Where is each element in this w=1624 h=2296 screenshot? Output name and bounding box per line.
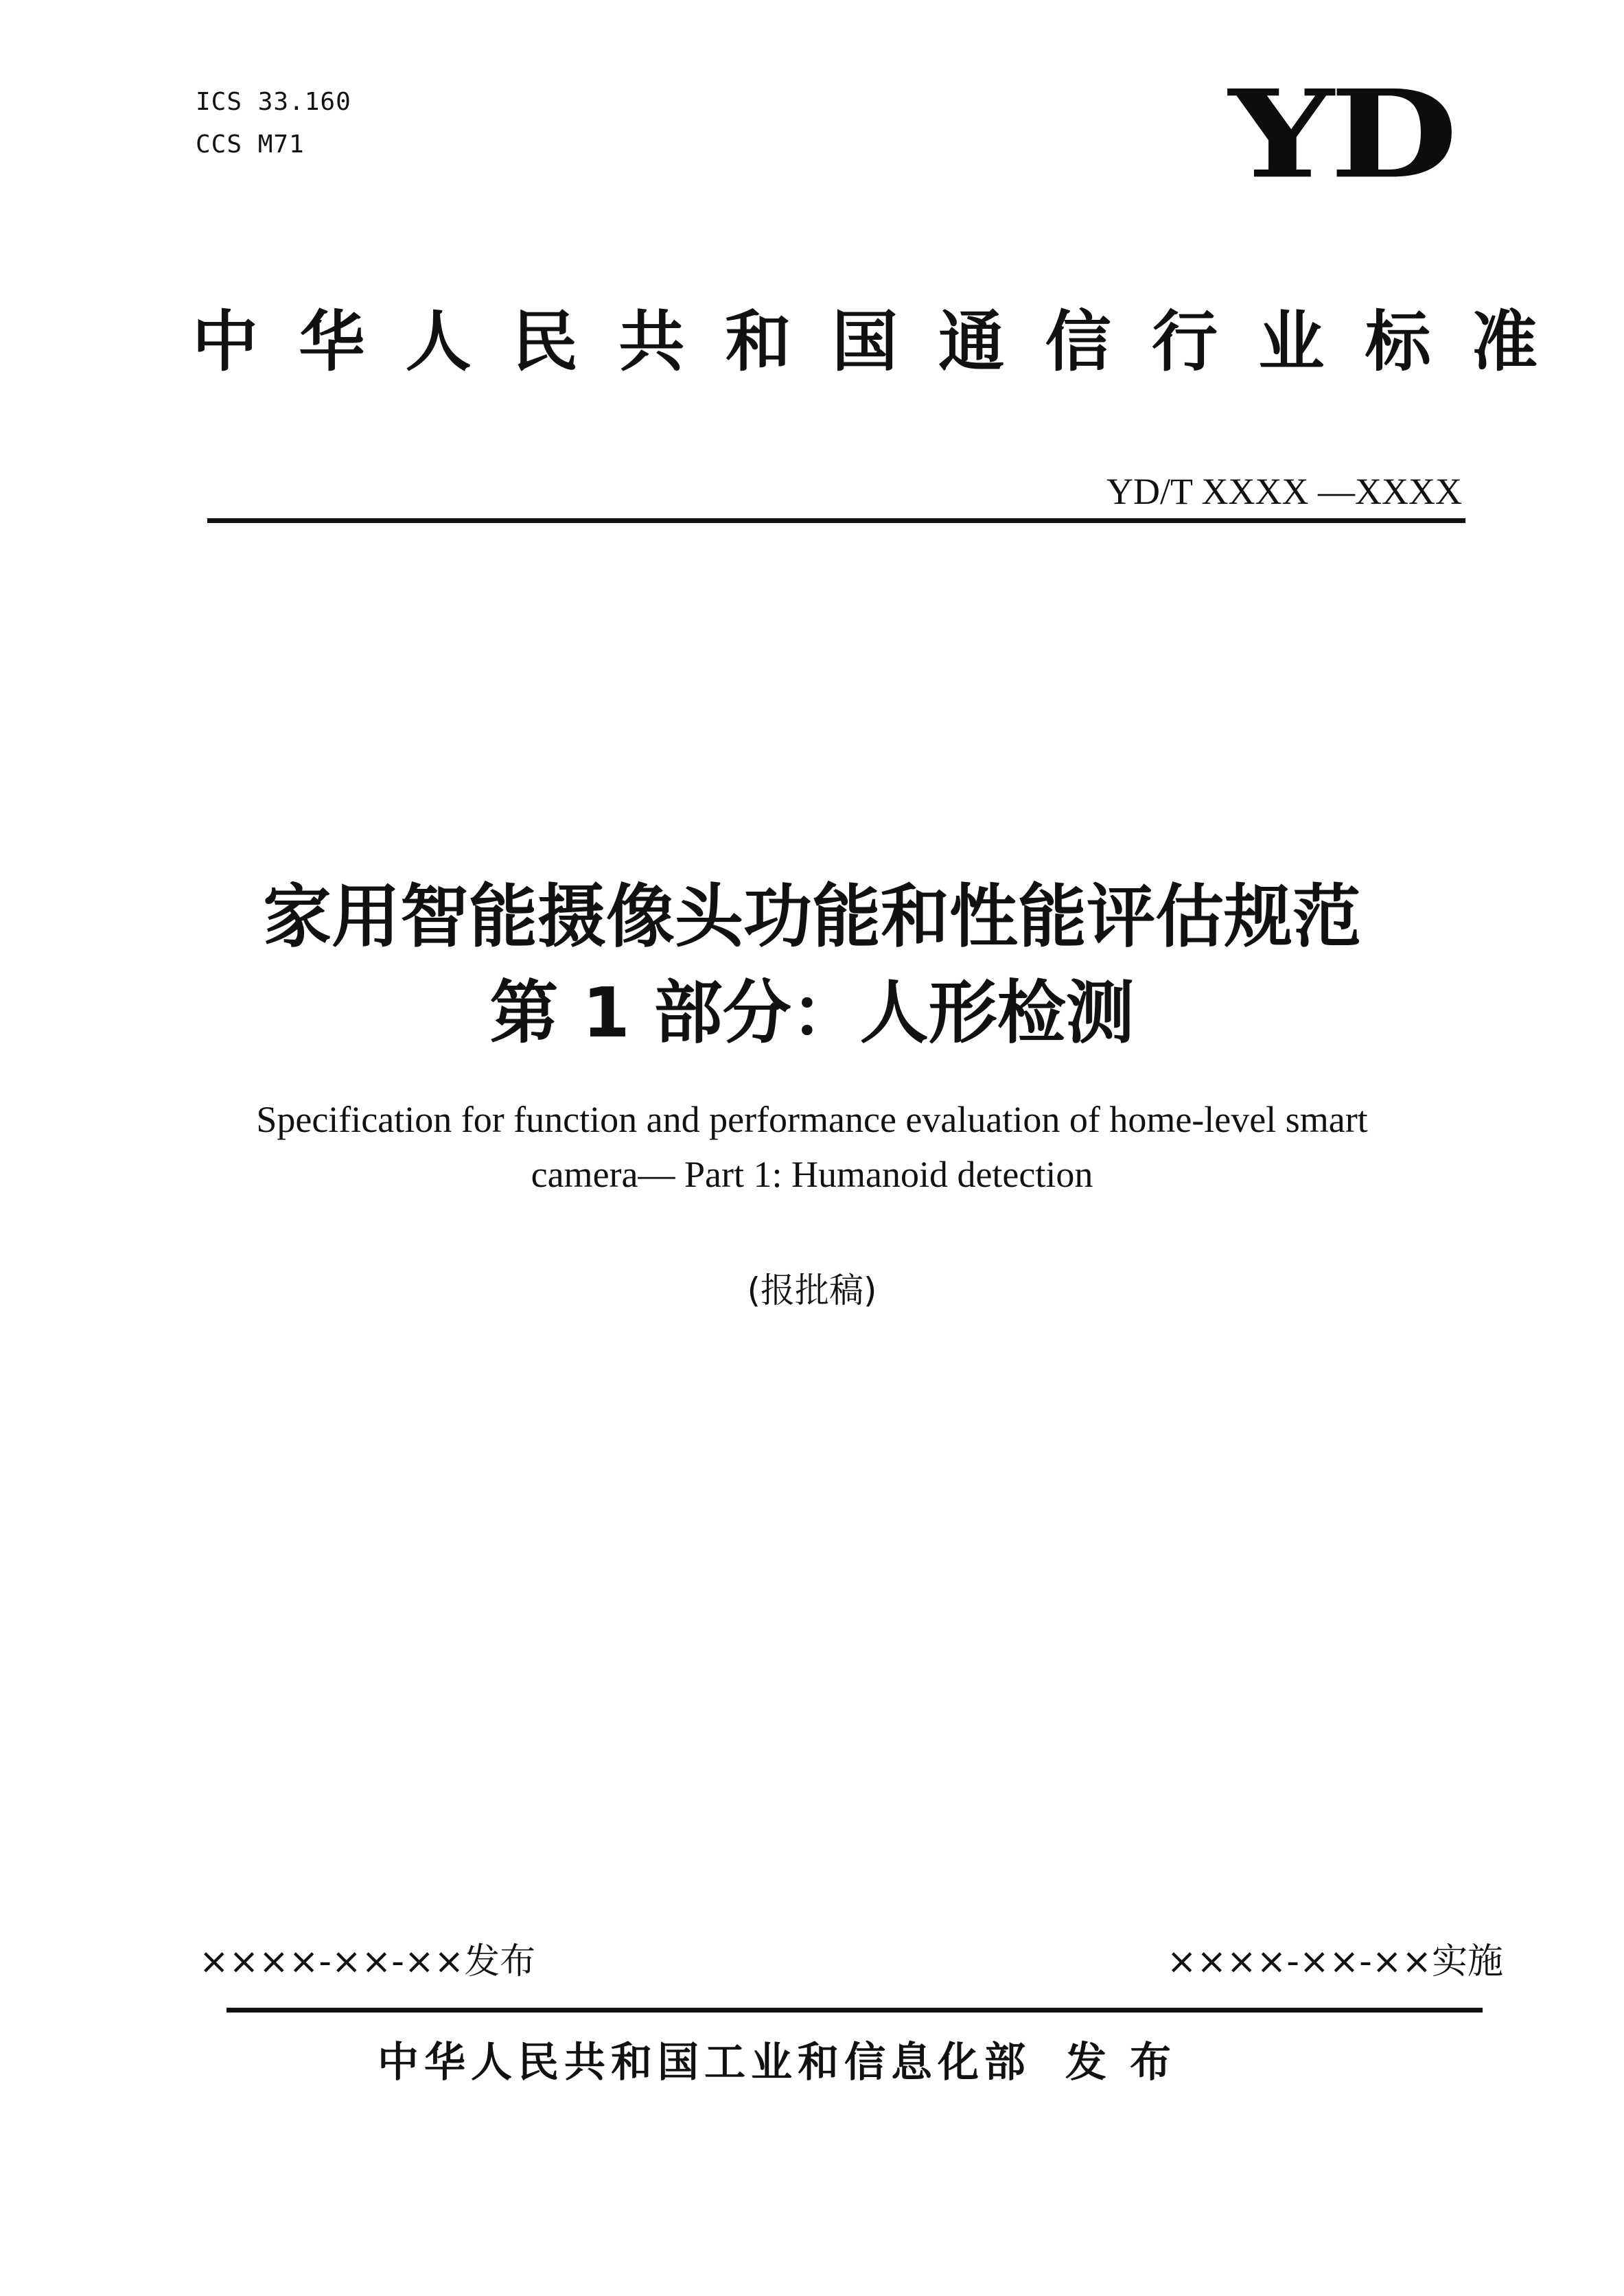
top-divider	[207, 518, 1465, 523]
classification-codes	[196, 81, 351, 166]
category-char: 业	[1258, 303, 1325, 380]
bottom-divider	[227, 2008, 1483, 2013]
category-char: 标	[1365, 303, 1431, 380]
ics-code: ICS 33.160	[196, 88, 351, 116]
category-char: 中	[192, 303, 258, 380]
category-char: 人	[405, 303, 472, 380]
title-en-line1: Specification for function and performance evaluation of home-level smart	[256, 1099, 1368, 1140]
category-char: 民	[511, 303, 578, 380]
title-en-line2: camera— Part 1: Humanoid detection	[531, 1154, 1093, 1195]
issuer-line	[378, 2028, 1366, 2090]
ccs-code: CCS M71	[196, 130, 305, 159]
category-char: 华	[299, 303, 365, 380]
draft-status: (报批稿)	[747, 1271, 877, 1310]
title-cn-line2: 第 1 部分：人形检测	[489, 973, 1135, 1053]
category-char: 信	[1045, 303, 1111, 380]
publish-date: ××××-××-××发布	[199, 1941, 536, 1982]
category-char: 准	[1471, 303, 1538, 380]
standard-number: YD/T XXXX —XXXX	[1106, 471, 1462, 512]
issuer-organization: 中华人民共和国工业和信息化部	[378, 2039, 1031, 2087]
standard-category-title	[192, 295, 1538, 378]
category-char: 和	[725, 303, 791, 380]
category-char: 国	[831, 303, 898, 380]
implement-date: ××××-××-××实施	[1166, 1941, 1503, 1982]
yd-logo: YD	[1229, 62, 1454, 206]
category-char: 行	[1151, 303, 1218, 380]
category-char: 共	[618, 303, 685, 380]
issuer-action: 发布	[1065, 2039, 1194, 2087]
category-char: 通	[938, 303, 1005, 380]
title-cn-line1: 家用智能摄像头功能和性能评估规范	[263, 877, 1361, 957]
